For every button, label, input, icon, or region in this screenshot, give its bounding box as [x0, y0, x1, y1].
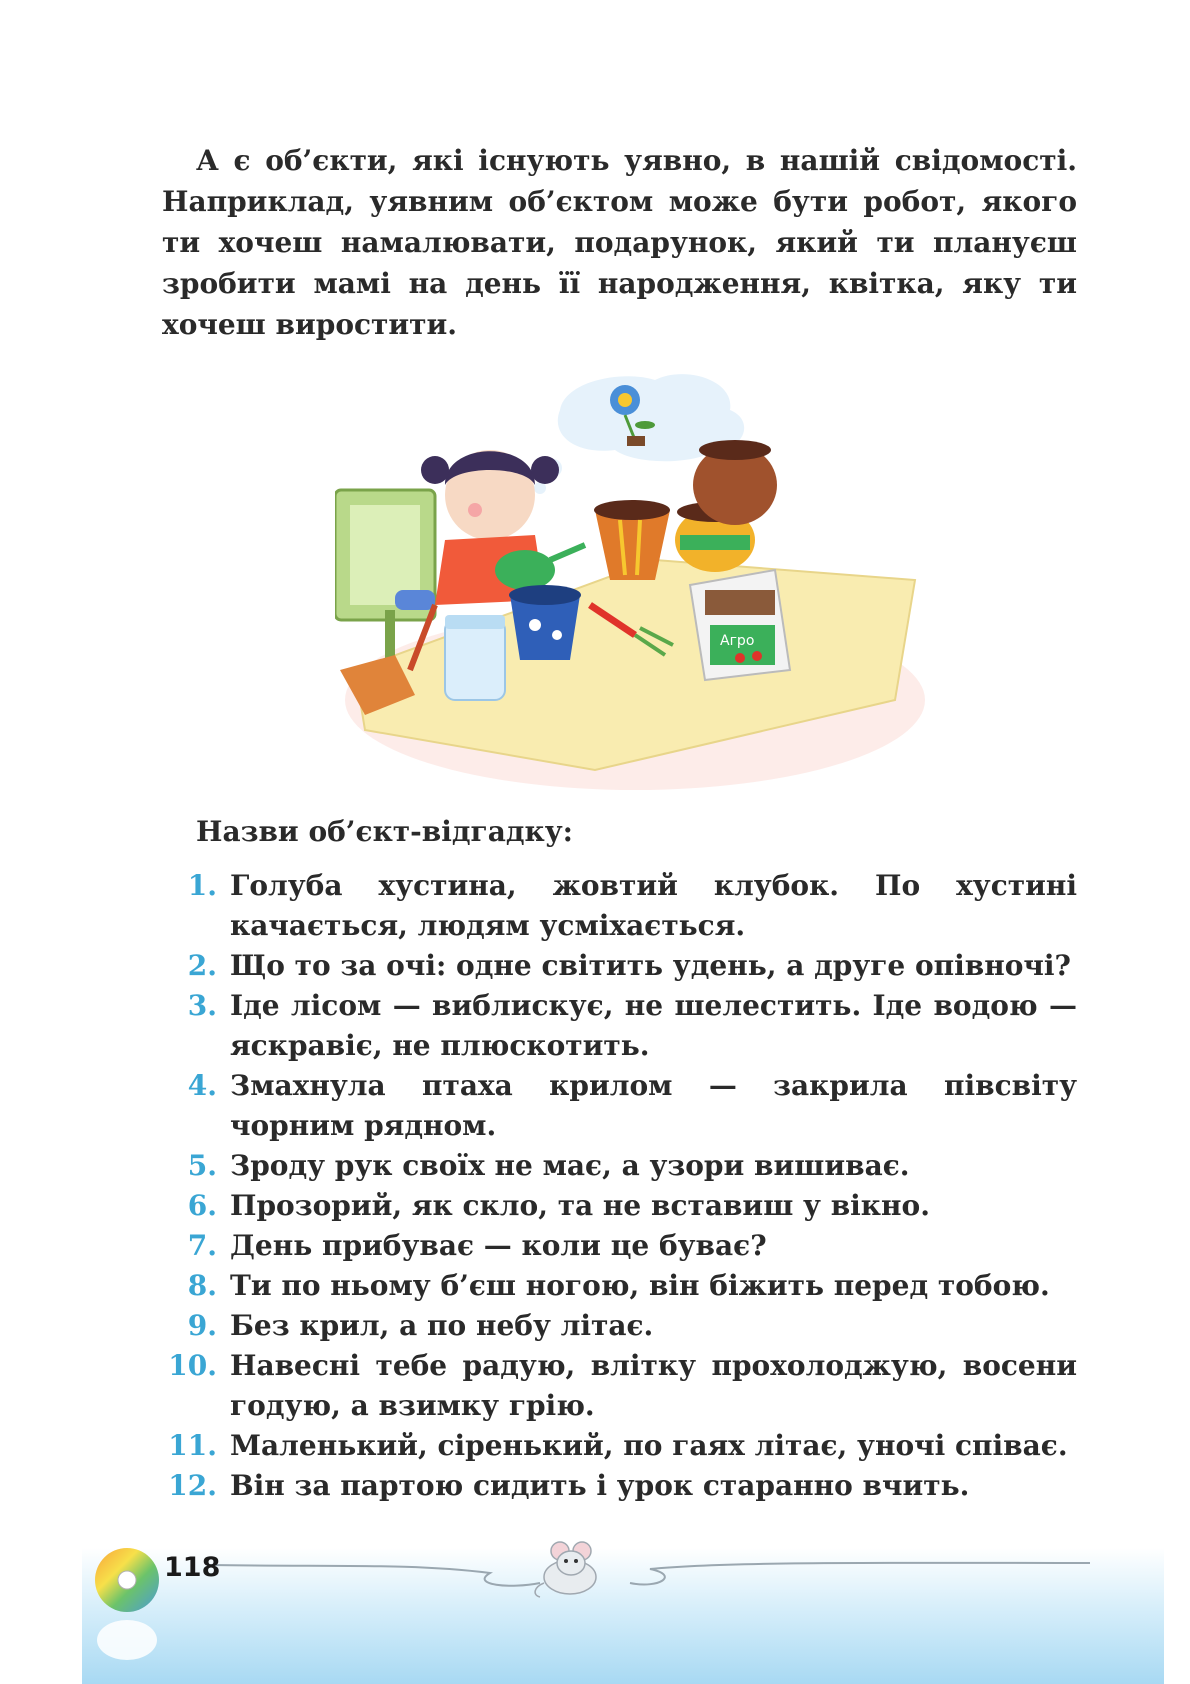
brown-clay-pot: [693, 440, 777, 525]
blue-flower-pot: [509, 585, 581, 660]
riddle-item: [162, 986, 1077, 1066]
riddle-text: Без крил, а по небу літає.: [230, 1309, 654, 1342]
riddle-text: Зроду рук своїх не має, а узори вишиває.: [230, 1149, 910, 1182]
riddle-number: 6.: [187, 1189, 217, 1222]
riddle-number: 2.: [187, 949, 217, 982]
riddle-text: Іде лісом — виблискує, не шелестить. Іде водою — яскравіє, не плюскотить.: [230, 989, 1077, 1062]
riddle-number: 10.: [168, 1349, 217, 1382]
riddle-text: Змахнула птаха крилом — закрила півсвіту чорним рядном.: [230, 1069, 1077, 1142]
cd-disc-icon: [92, 1545, 162, 1665]
riddle-item: [162, 1146, 1077, 1186]
riddle-text: Що то за очі: одне світить удень, а друге опівночі?: [230, 949, 1071, 982]
riddle-text: Прозорий, як скло, та не вставиш у вікно.: [230, 1189, 930, 1222]
riddle-item: [162, 1466, 1077, 1506]
riddle-text: Голуба хустина, жовтий клубок. По хустині качається, людям усміхається.: [230, 869, 1077, 942]
glass-jar: [445, 615, 505, 700]
riddle-text: День прибуває — коли це буває?: [230, 1229, 767, 1262]
footer-decorative-line: [210, 1545, 1090, 1600]
riddle-item: [162, 1266, 1077, 1306]
riddle-number: 11.: [168, 1429, 217, 1462]
riddle-list: [162, 866, 1077, 1506]
riddle-number: 7.: [187, 1229, 217, 1262]
riddle-item: [162, 1346, 1077, 1426]
riddle-item: [162, 1226, 1077, 1266]
riddle-item: [162, 1306, 1077, 1346]
riddle-number: 5.: [187, 1149, 217, 1182]
riddle-text: Навесні тебе радую, влітку прохолоджую, восени годую, а взимку грію.: [230, 1349, 1077, 1422]
riddles-title: Назви об’єкт-відгадку:: [196, 815, 573, 848]
mouse-icon: [530, 1535, 610, 1600]
riddle-item: [162, 1066, 1077, 1146]
seed-bag-label: Агро: [720, 633, 755, 649]
intro-paragraph: А є об’єкти, які існують уявно, в нашій свідомості. Наприклад, уявним об’єктом може бути робот, якого ти хочеш намалювати, подарунок, який ти плануєш зробити мамі на день її народження, квітка, яку ти хочеш виростити.: [162, 144, 1077, 341]
girl-planting-flowers-illustration: [335, 370, 925, 790]
page-number: 118: [164, 1552, 221, 1583]
riddle-text: Маленький, сіренький, по гаях літає, уночі співає.: [230, 1429, 1068, 1462]
seed-bag: [690, 570, 790, 680]
riddle-text: Він за партою сидить і урок старанно вчить.: [230, 1469, 970, 1502]
riddle-number: 4.: [187, 1069, 217, 1102]
riddle-item: [162, 1426, 1077, 1466]
riddle-text: Ти по ньому б’єш ногою, він біжить перед тобою.: [230, 1269, 1050, 1302]
riddle-number: 3.: [187, 989, 217, 1022]
riddle-number: 9.: [187, 1309, 217, 1342]
riddle-number: 1.: [187, 869, 217, 902]
riddle-item: [162, 866, 1077, 946]
riddle-number: 12.: [168, 1469, 217, 1502]
riddle-item: [162, 946, 1077, 986]
riddle-item: [162, 1186, 1077, 1226]
riddle-number: 8.: [187, 1269, 217, 1302]
